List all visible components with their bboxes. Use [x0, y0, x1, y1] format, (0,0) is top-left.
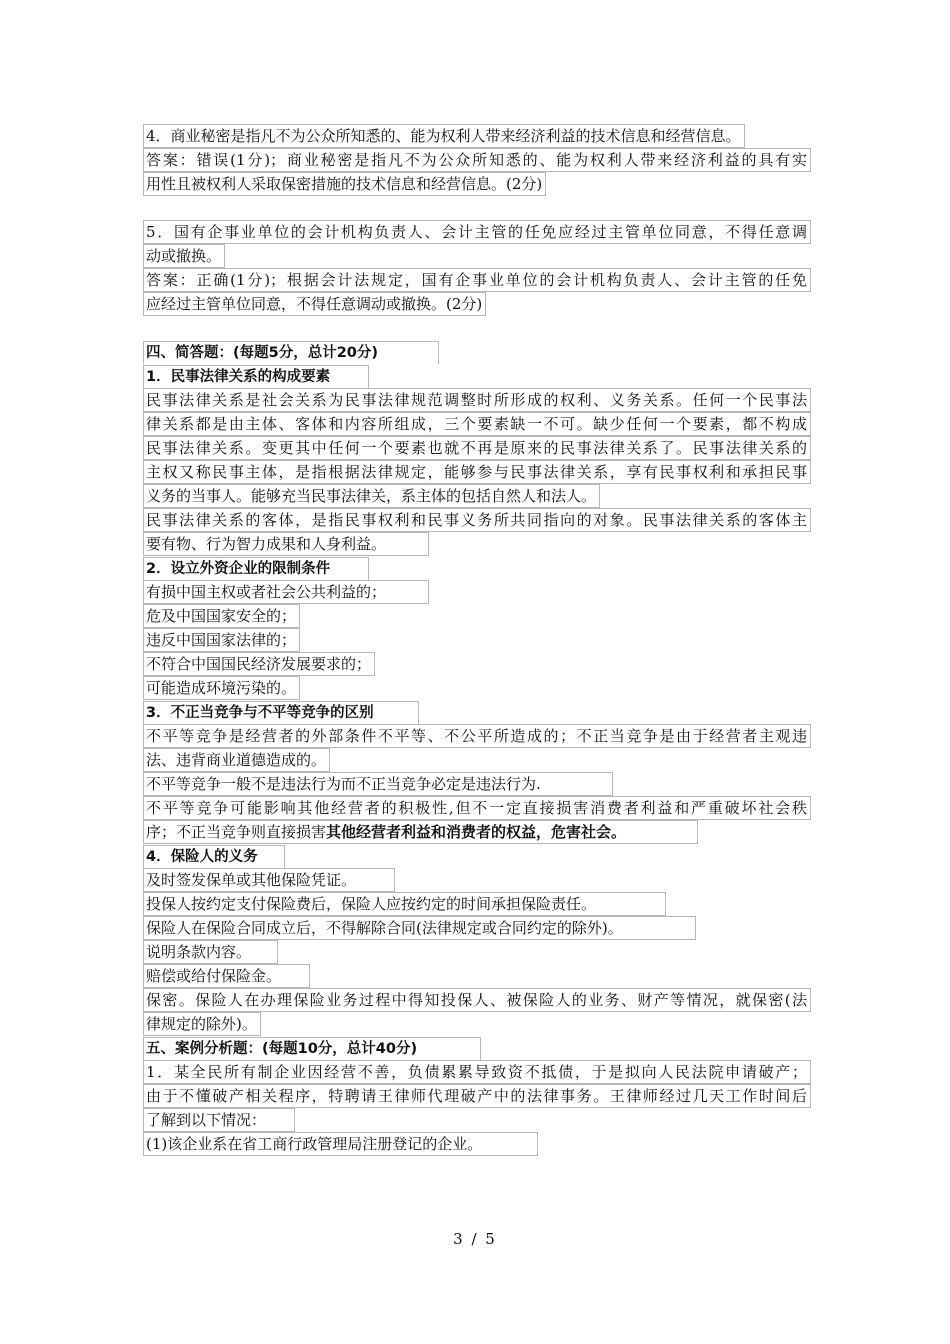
- question-heading-4: 4．保险人的义务: [143, 845, 285, 868]
- text-line: [143, 772, 811, 796]
- paragraph-line: 不平等竞争是经营者的外部条件不平等、不公平所造成的；不正当竞争是由于经营者主观违: [143, 724, 811, 748]
- true-false-question-4: 4．商业秘密是指凡不为公众所知悉的、能为权利人带来经济利益的技术信息和经营信息。: [143, 124, 745, 148]
- list-item: 不符合中国国民经济发展要求的；: [143, 652, 375, 676]
- list-item: 赔偿或给付保险金。: [143, 964, 310, 988]
- answer-5-line-1: 答案：正确(1分)；根据会计法规定，国有企事业单位的会计机构负责人、会计主管的任免: [143, 268, 811, 292]
- paragraph-line: 主权又称民事主体，是指根据法律规定，能够参与民事法律关系，享有民事权利和承担民事: [143, 460, 811, 484]
- text-line: [143, 964, 811, 988]
- text-line: [143, 916, 811, 940]
- paragraph-line: 要有物、行为智力成果和人身利益。: [143, 532, 429, 556]
- text-line: [143, 1060, 811, 1084]
- paragraph-line: 民事法律关系是社会关系为民事法律规范调整时所形成的权利、义务关系。任何一个民事法: [143, 388, 811, 412]
- text-line: [143, 556, 811, 580]
- answer-4-line-1: 答案：错误(1分)；商业秘密是指凡不为公众所知悉的、能为权利人带来经济利益的具有实: [143, 148, 811, 172]
- answer-4-line-2: 用性且被权利人采取保密措施的技术信息和经营信息。(2分): [143, 172, 546, 196]
- question-heading-3: 3．不正当竞争与不平等竞争的区别: [143, 701, 419, 724]
- text-line: [143, 724, 811, 748]
- paragraph-line: 保密。保险人在办理保险业务过程中得知投保人、被保险人的业务、财产等情况，就保密(法: [143, 988, 811, 1012]
- bold-text: 其他经营者利益和消费者的权益，危害社会。: [326, 823, 627, 841]
- text-line: [143, 796, 811, 820]
- text-line: [143, 748, 811, 772]
- text-line: [143, 892, 811, 916]
- paragraph-line: 不平等竞争一般不是违法行为而不正当竞争必定是违法行为.: [143, 772, 613, 796]
- paragraph-line: 由于不懂破产相关程序，特聘请王律师代理破产中的法律事务。王律师经过几天工作时间后: [143, 1084, 811, 1108]
- paragraph-line: 了解到以下情况：: [143, 1108, 295, 1132]
- text-line: [143, 1084, 811, 1108]
- document-body: [143, 124, 811, 1156]
- paragraph-line: 不平等竞争可能影响其他经营者的积极性,但不一定直接损害消费者利益和严重破坏社会秩: [143, 796, 811, 820]
- list-item: 可能造成环境污染的。: [143, 676, 300, 700]
- text-line: [143, 700, 811, 724]
- text-line: [143, 868, 811, 892]
- text-line: [143, 820, 811, 844]
- text-line: [143, 532, 811, 556]
- question-heading-1: 1．民事法律关系的构成要素: [143, 365, 369, 388]
- text-line: [143, 364, 811, 388]
- list-item: 危及中国国家安全的；: [143, 604, 300, 628]
- text-line: [143, 988, 811, 1012]
- text-line: [143, 484, 811, 508]
- text-line: [143, 508, 811, 532]
- text-line: [143, 580, 811, 604]
- text-line: [143, 844, 811, 868]
- true-false-question-5-line-1: 5．国有企事业单位的会计机构负责人、会计主管的任免应经过主管单位同意，不得任意调: [143, 220, 811, 244]
- true-false-question-5-line-2: 动或撤换。: [143, 244, 225, 268]
- text-line: [143, 1012, 811, 1036]
- text-line: [143, 292, 811, 316]
- text-line: [143, 1108, 811, 1132]
- text-line: [143, 124, 811, 148]
- list-item: 有损中国主权或者社会公共利益的；: [143, 580, 429, 604]
- list-item: 及时签发保单或其他保险凭证。: [143, 868, 395, 892]
- paragraph-line: 律规定的除外)。: [143, 1012, 261, 1036]
- paragraph-line: 法、违背商业道德造成的。: [143, 748, 330, 772]
- text-line: [143, 220, 811, 244]
- text-line: [143, 628, 811, 652]
- paragraph-line: 民事法律关系。变更其中任何一个要素也就不再是原来的民事法律关系了。民事法律关系的: [143, 436, 811, 460]
- list-item: 投保人按约定支付保险费后，保险人应按约定的时间承担保险责任。: [143, 892, 666, 916]
- list-item: 说明条款内容。: [143, 940, 278, 964]
- text-line: [143, 460, 811, 484]
- paragraph-line: 1．某全民所有制企业因经营不善，负债累累导致资不抵债，于是拟向人民法院申请破产；: [143, 1060, 811, 1084]
- text-line: [143, 340, 811, 364]
- list-item: 违反中国国家法律的；: [143, 628, 300, 652]
- paragraph-line: 律关系都是由主体、客体和内容所组成，三个要素缺一不可。缺少任何一个要素，都不构成: [143, 412, 811, 436]
- text-line: [143, 1132, 811, 1156]
- paragraph-line: (1)该企业系在省工商行政管理局注册登记的企业。: [143, 1132, 538, 1156]
- text-line: [143, 940, 811, 964]
- text-line: [143, 148, 811, 172]
- text-line: [143, 412, 811, 436]
- text-line: [143, 268, 811, 292]
- plain-text: 序；不正当竞争则直接损害: [146, 823, 327, 841]
- text-line: [143, 172, 811, 196]
- paragraph-line: 义务的当事人。能够充当民事法律关，系主体的包括自然人和法人。: [143, 484, 600, 508]
- answer-5-line-2: 应经过主管单位同意，不得任意调动或撤换。(2分): [143, 292, 486, 316]
- text-line: [143, 244, 811, 268]
- text-line: [143, 652, 811, 676]
- text-line: [143, 604, 811, 628]
- section-heading-short-answer: 四、简答题：(每题5分，总计20分): [143, 341, 439, 364]
- text-line: [143, 676, 811, 700]
- question-heading-2: 2．设立外资企业的限制条件: [143, 557, 369, 580]
- text-line: [143, 1036, 811, 1060]
- section-heading-case-analysis: 五、案例分析题：(每题10分，总计40分): [143, 1037, 481, 1060]
- paragraph-line: 民事法律关系的客体，是指民事权利和民事义务所共同指向的对象。民事法律关系的客体主: [143, 508, 811, 532]
- page-number: 3 / 5: [453, 1230, 497, 1248]
- paragraph-line-mixed: [143, 820, 698, 844]
- text-line: [143, 436, 811, 460]
- list-item: 保险人在保险合同成立后，不得解除合同(法律规定或合同约定的除外)。: [143, 916, 696, 940]
- text-line: [143, 388, 811, 412]
